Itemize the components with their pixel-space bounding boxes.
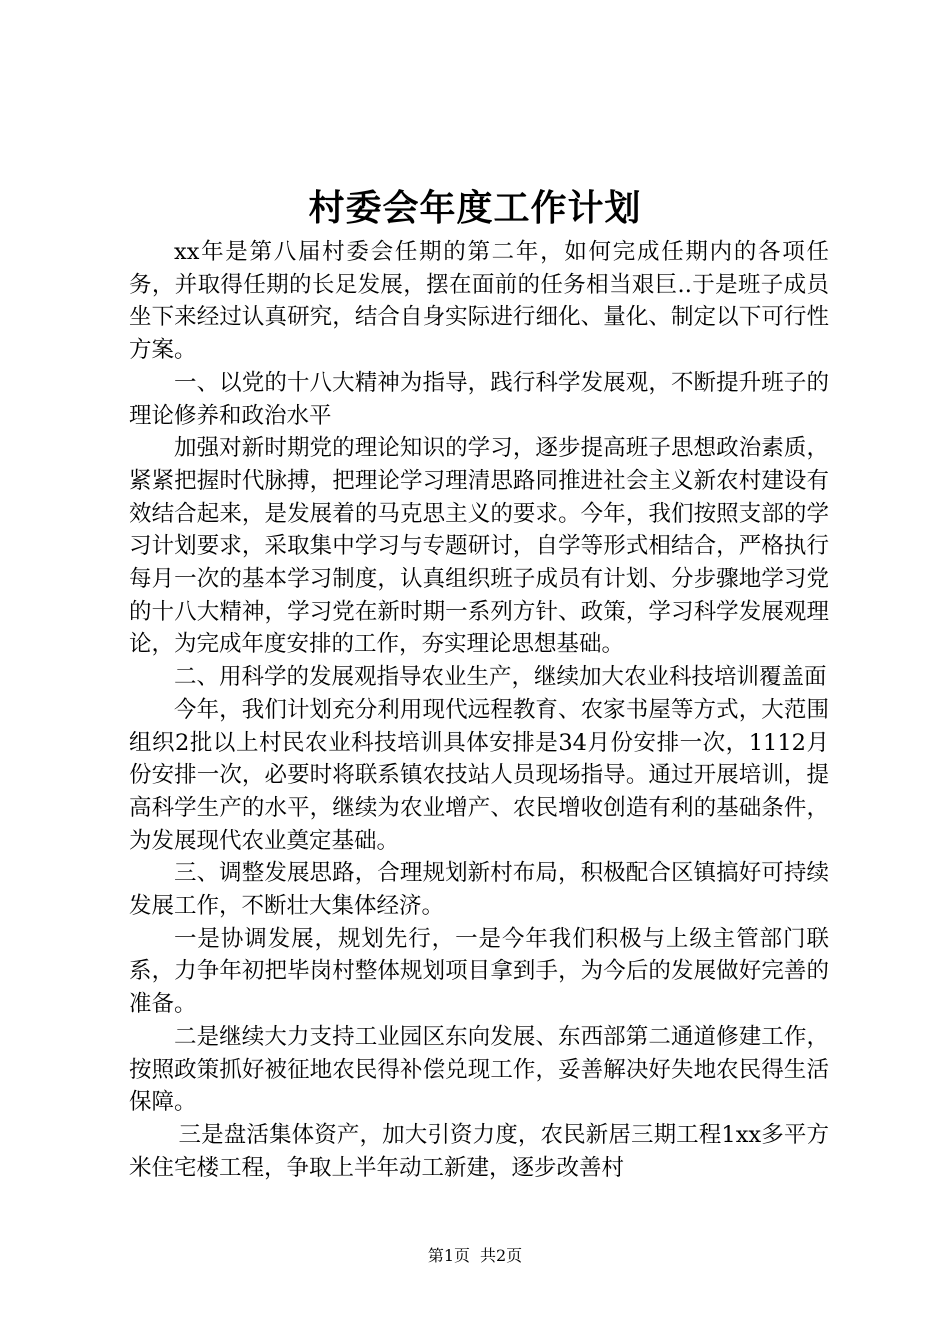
section-heading-1: 一、以党的十八大精神为指导，践行科学发展观，不断提升班子的理论修养和政治水平 [129, 369, 829, 429]
paragraph-section-2: 今年，我们计划充分利用现代远程教育、农家书屋等方式，大范围组织2批以上村民农业科技培训具体安排是34月份安排一次，1112月份安排一次，必要时将联系镇农技站人员现场指导。通过开展培训，提高科学生产的水平，继续为农业增产、农民增收创造有利的基础条件，为发展现代农业奠定基础。 [129, 696, 829, 854]
document-title: 村委会年度工作计划 [308, 187, 642, 229]
page-number-total: 共2页 [480, 1246, 523, 1265]
paragraph-section-1: 加强对新时期党的理论知识的学习，逐步提高班子思想政治素质，紧紧把握时代脉搏，把理论学习理清思路同推进社会主义新农村建设有效结合起来，是发展着的马克思主义的要求。今年，我们按照支部的学习计划要求，采取集中学习与专题研讨，自学等形式相结合，严格执行每月一次的基本学习制度，认真组织班子成员有计划、分步骤地学习党的十八大精神，学习党在新时期一系列方针、政策，学习科学发展观理论，为完成年度安排的工作，夯实理论思想基础。 [129, 435, 829, 658]
paragraph-item-2: 二是继续大力支持工业园区东向发展、东西部第二通道修建工作，按照政策抓好被征地农民得补偿兑现工作，妥善解决好失地农民得生活保障。 [129, 1023, 829, 1116]
page-footer [0, 1244, 950, 1268]
paragraph-item-3: 三是盘活集体资产，加大引资力度，农民新居三期工程1xx多平方米住宅楼工程，争取上半年动工新建，逐步改善村 [129, 1121, 829, 1181]
paragraph-intro: xx年是第八届村委会任期的第二年，如何完成任期内的各项任务，并取得任期的长足发展，摆在面前的任务相当艰巨..于是班子成员坐下来经过认真研究，结合自身实际进行细化、量化、制定以下可行性方案。 [129, 239, 829, 364]
page-number-current: 第1页 [427, 1246, 470, 1265]
paragraph-item-1: 一是协调发展，规划先行，一是今年我们积极与上级主管部门联系，力争年初把毕岗村整体规划项目拿到手，为今后的发展做好完善的准备。 [129, 925, 829, 1018]
section-heading-2: 二、用科学的发展观指导农业生产，继续加大农业科技培训覆盖面 [174, 664, 827, 691]
document-body [129, 236, 829, 1184]
section-heading-3: 三、调整发展思路，合理规划新村布局，积极配合区镇搞好可持续发展工作，不断壮大集体经济。 [129, 860, 829, 920]
